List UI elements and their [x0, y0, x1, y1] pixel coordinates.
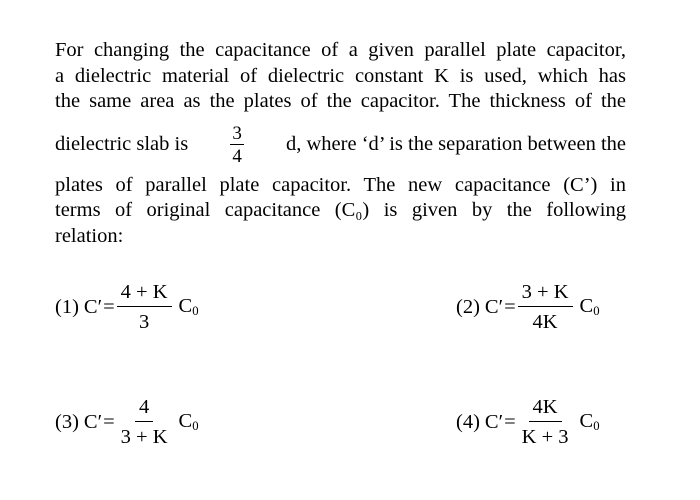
- option-4[interactable]: [456, 397, 600, 447]
- question-line-3: the same area as the plates of the capacitor. The thickness of the: [55, 90, 626, 112]
- option-fraction: [117, 397, 172, 447]
- option-lhs: C′: [83, 410, 103, 433]
- question-line-7: relation:: [55, 224, 124, 247]
- thickness-fraction-numerator: 3: [232, 122, 242, 144]
- option-rhs: [580, 410, 600, 434]
- option-rhs-base: C: [178, 409, 193, 432]
- option-lhs: C′: [83, 295, 103, 318]
- option-denominator: 4K: [532, 310, 558, 333]
- option-label: (1): [55, 295, 79, 318]
- option-rhs-subscript: 0: [593, 419, 600, 434]
- option-equals: =: [103, 295, 115, 318]
- option-equals: =: [504, 410, 516, 433]
- option-fraction: [518, 397, 573, 447]
- option-rhs-subscript: 0: [192, 419, 199, 434]
- option-numerator: 4K: [529, 397, 562, 422]
- option-rhs-base: C: [579, 294, 594, 317]
- thickness-fraction: [230, 124, 244, 166]
- thickness-fraction-denominator: 4: [232, 145, 242, 167]
- question-line-2: a dielectric material of dielectric constant K is used, which has: [55, 64, 626, 87]
- option-equals: =: [103, 410, 115, 433]
- option-rhs-subscript: 0: [192, 304, 199, 319]
- option-rhs: [580, 295, 600, 319]
- option-lhs: C′: [484, 295, 504, 318]
- option-equals: =: [504, 295, 516, 318]
- option-label: (3): [55, 410, 79, 433]
- option-2[interactable]: [456, 282, 600, 332]
- option-denominator: 3: [138, 310, 150, 333]
- option-numerator: 3 + K: [518, 282, 573, 307]
- option-rhs-base: C: [579, 409, 594, 432]
- option-label: (2): [456, 295, 480, 318]
- option-numerator: 4 + K: [117, 282, 172, 307]
- option-rhs-subscript: 0: [593, 304, 600, 319]
- option-fraction: [117, 282, 172, 332]
- option-rhs: [179, 295, 199, 319]
- option-rhs: [179, 410, 199, 434]
- option-label: (4): [456, 410, 480, 433]
- option-denominator: K + 3: [521, 425, 569, 448]
- question-line-4-after: d, where ‘d’ is the separation between the: [285, 132, 626, 155]
- question-text: [55, 38, 626, 249]
- option-denominator: 3 + K: [120, 425, 168, 448]
- option-1[interactable]: [55, 282, 199, 332]
- option-numerator: 4: [135, 397, 153, 422]
- question-line-5: plates of parallel plate capacitor. The new capacitance (C’) in: [55, 173, 626, 196]
- option-lhs: C′: [484, 410, 504, 433]
- question-line-1: For changing the capacitance of a given parallel plate capacitor,: [55, 39, 626, 61]
- option-fraction: [518, 282, 573, 332]
- option-rhs-base: C: [178, 294, 193, 317]
- question-line-4-before: dielectric slab is: [55, 132, 189, 155]
- option-3[interactable]: [55, 397, 199, 447]
- question-line-6: terms of original capacitance (C₀) is given by the following: [55, 199, 626, 221]
- question-line-4: [55, 122, 626, 167]
